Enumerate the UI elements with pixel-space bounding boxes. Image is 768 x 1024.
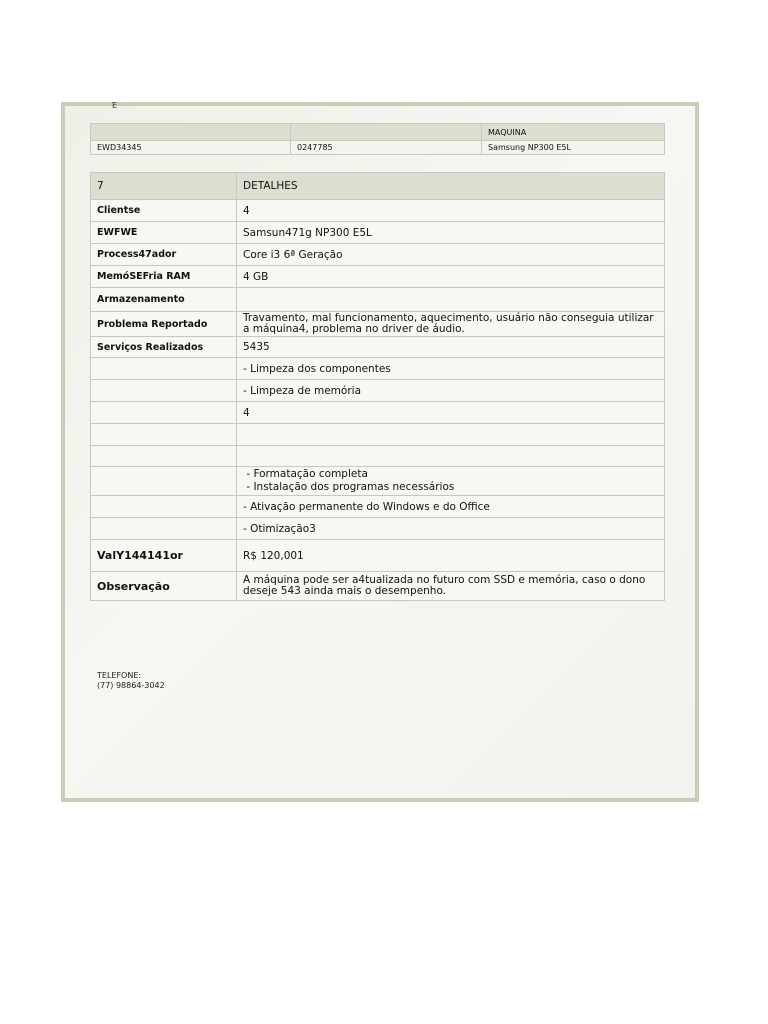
table-row: [91, 244, 665, 266]
table-row: [91, 266, 665, 288]
row-label: EWFWE: [91, 222, 237, 244]
machine-info-value-1: EWD34345: [91, 141, 291, 155]
row-value: - Ativação permanente do Windows e do Office: [237, 496, 665, 518]
row-value: 4 GB: [237, 266, 665, 288]
table-row: [91, 402, 665, 424]
table-row: [91, 358, 665, 380]
row-label: MemóSEFria RAM: [91, 266, 237, 288]
row-value: 4: [237, 200, 665, 222]
row-value: [237, 467, 665, 496]
table-row: [91, 467, 665, 496]
machine-info-header-1: [91, 124, 291, 141]
details-header-title: DETALHES: [237, 173, 665, 200]
contact-block: [97, 671, 165, 691]
row-value: Travamento, mal funcionamento, aquecimento, usuário não conseguia utilizar a máquina4, problema no driver de áudio.: [237, 312, 665, 337]
row-value: R$ 120,001: [237, 540, 665, 572]
row-value: 4: [237, 402, 665, 424]
row-label: ValY144141or: [91, 540, 237, 572]
row-value: 5435: [237, 337, 665, 358]
table-row: [91, 288, 665, 312]
row-value-line: - Instalação dos programas necessários: [243, 481, 455, 493]
table-row: [91, 540, 665, 572]
machine-info-header-2: [291, 124, 482, 141]
details-header-row: [91, 173, 665, 200]
row-label: Observação: [91, 572, 237, 601]
table-row: [91, 312, 665, 337]
table-row: [91, 446, 665, 467]
details-header-number: 7: [91, 173, 237, 200]
phone-number: (77) 98864-3042: [97, 681, 165, 690]
machine-info-header-row: [91, 124, 665, 141]
row-value: [237, 288, 665, 312]
table-row: [91, 496, 665, 518]
row-label: Armazenamento: [91, 288, 237, 312]
row-label: [91, 446, 237, 467]
row-value: A máquina pode ser a4tualizada no futuro com SSD e memória, caso o dono deseje 543 ainda mais o desempenho.: [237, 572, 665, 601]
row-label: [91, 358, 237, 380]
row-value: Samsun471g NP300 E5L: [237, 222, 665, 244]
row-label: [91, 467, 237, 496]
row-value-line: - Formatação completa: [243, 468, 368, 480]
row-value: - Limpeza de memória: [237, 380, 665, 402]
row-label: [91, 518, 237, 540]
machine-info-value-2: 0247785: [291, 141, 482, 155]
table-row: [91, 424, 665, 446]
machine-info-header-3: MAQUINA: [482, 124, 665, 141]
row-label: Process47ador: [91, 244, 237, 266]
row-label: [91, 424, 237, 446]
row-label: [91, 496, 237, 518]
table-row: [91, 222, 665, 244]
machine-info-table: [90, 123, 665, 155]
phone-label: TELEFONE:: [97, 671, 142, 680]
row-value: - Otimização3: [237, 518, 665, 540]
row-label: [91, 402, 237, 424]
row-value: - Limpeza dos componentes: [237, 358, 665, 380]
table-row: [91, 380, 665, 402]
row-value: Core i3 6ª Geração: [237, 244, 665, 266]
table-row: [91, 200, 665, 222]
row-label: Serviços Realizados: [91, 337, 237, 358]
machine-info-value-3: Samsung NP300 E5L: [482, 141, 665, 155]
row-label: [91, 380, 237, 402]
table-row: [91, 337, 665, 358]
row-value: [237, 446, 665, 467]
row-label: Clientse: [91, 200, 237, 222]
row-value: [237, 424, 665, 446]
header-mark: E: [112, 101, 118, 110]
row-label: Problema Reportado: [91, 312, 237, 337]
details-table: [90, 172, 665, 601]
table-row: [91, 518, 665, 540]
machine-info-value-row: [91, 141, 665, 155]
table-row: [91, 572, 665, 601]
